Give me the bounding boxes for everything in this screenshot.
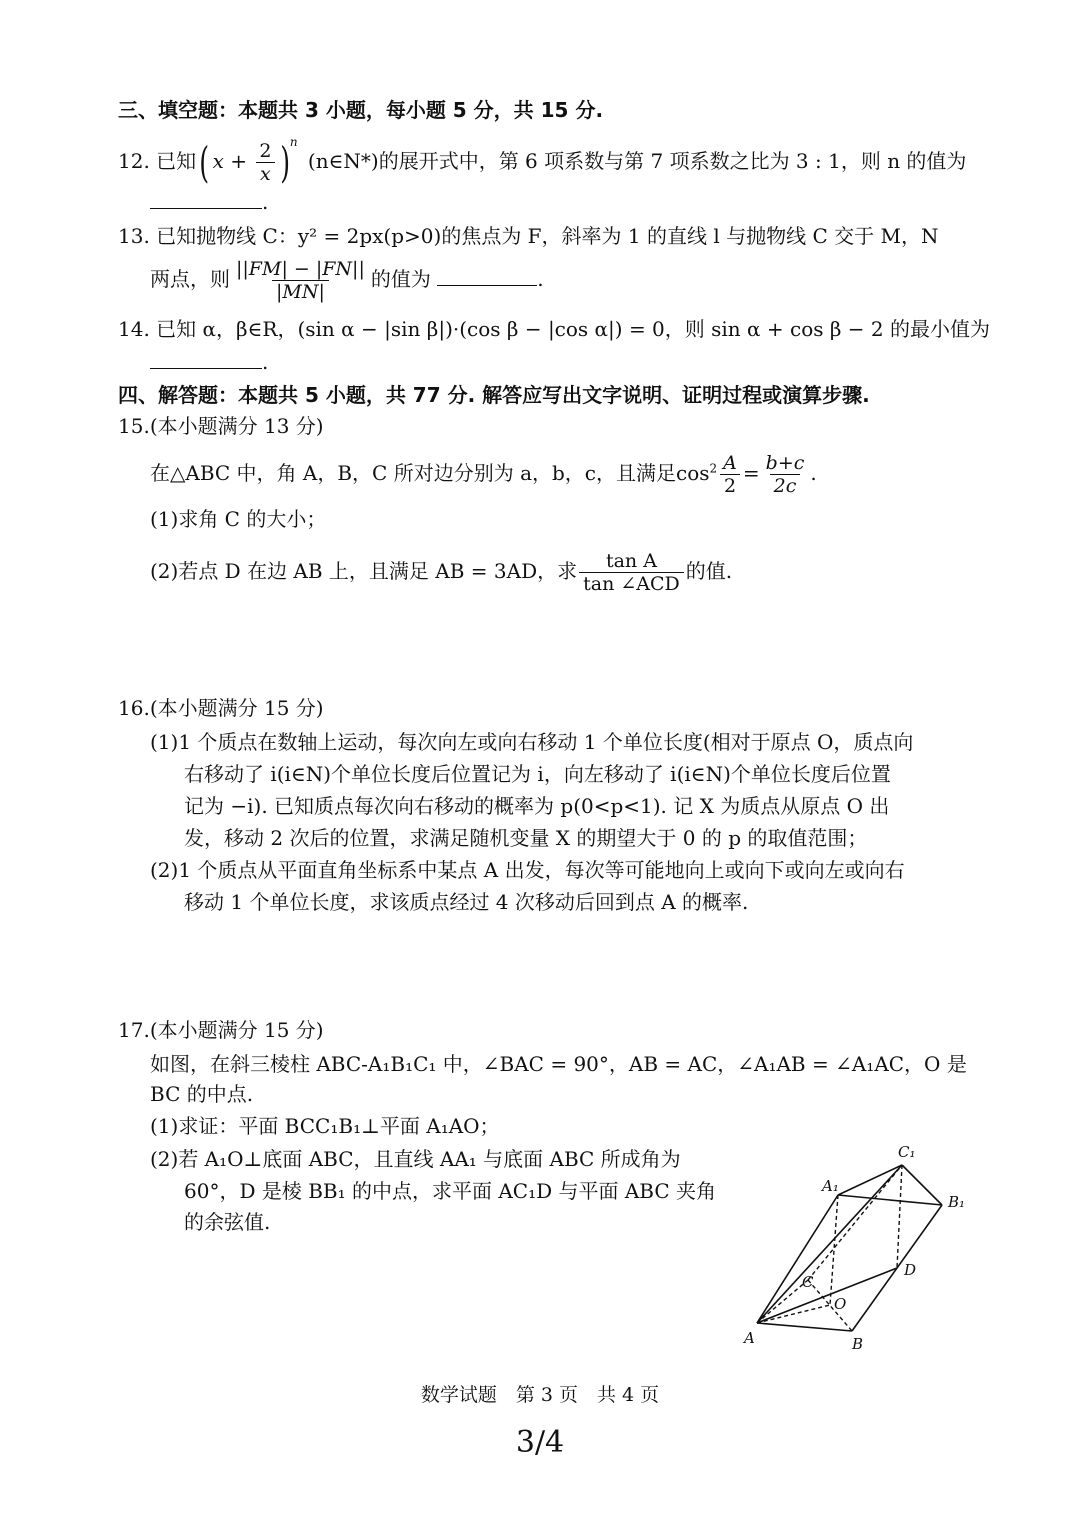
q17-line1: 如图，在斜三棱柱 ABC-A₁B₁C₁ 中，∠BAC = 90°，AB = AC，∠A₁AB = ∠A₁AC，O 是 (150, 1052, 967, 1076)
label-C: C (802, 1273, 814, 1291)
q16-line3: 记为 −i). 已知质点每次向右移动的概率为 p(0<p<1). 记 X 为质点从原点 O 出 (184, 794, 890, 818)
q12-line1 (118, 135, 967, 187)
q14-end: . (262, 350, 269, 374)
q13-text1: 已知抛物线 C：y² = 2px(p>0)的焦点为 F，斜率为 1 的直线 l 与抛物线 C 交于 M，N (156, 224, 939, 248)
q14-answer-blank[interactable] (150, 346, 262, 369)
section4-heading: 四、解答题：本题共 5 小题，共 77 分. 解答应写出文字说明、证明过程或演算步骤. (118, 383, 870, 407)
q15-part2-den: tan ∠ACD (579, 572, 684, 595)
q15-intro-pre: 在△ABC 中，角 A，B，C 所对边分别为 a，b，c，且满足 (150, 461, 676, 485)
q17-number: 17. (118, 1018, 150, 1042)
segment-A1O (830, 1195, 838, 1305)
q17-part2c: 的余弦值. (184, 1210, 271, 1234)
q13-frac-den: |MN| (272, 280, 329, 303)
q15-part2-fraction (579, 550, 684, 595)
q13-answer-blank[interactable] (437, 263, 537, 286)
edge-AB (757, 1323, 852, 1331)
q17-header (118, 1016, 324, 1044)
q13-fraction (232, 258, 369, 303)
label-B1: B₁ (948, 1193, 966, 1211)
q12-frac-den: x (256, 162, 275, 185)
q17-part2a: (2)若 A₁O⊥底面 ABC，且直线 AA₁ 与底面 ABC 所成角为 (150, 1147, 681, 1171)
q12-end: . (262, 190, 269, 214)
q13-frac-num: ||FM| − |FN|| (236, 258, 365, 280)
q15-header (118, 412, 324, 440)
q15-part1: (1)求角 C 的大小； (150, 507, 327, 531)
segment-AD (757, 1268, 897, 1323)
q12-right-paren: ) (280, 137, 291, 187)
label-A: A (744, 1329, 755, 1347)
q16-line1: (1)1 个质点在数轴上运动，每次向左或向右移动 1 个单位长度(相对于原点 O，质点向 (150, 730, 914, 754)
q12-x: x (212, 149, 224, 173)
label-O: O (834, 1295, 847, 1313)
q12-pre: 已知 (156, 149, 197, 173)
q13-end: . (537, 267, 544, 291)
q15-frac-a-num: A (723, 452, 737, 474)
edge-AA1 (757, 1195, 838, 1323)
q16-header (118, 694, 324, 722)
q14-answer-line (150, 346, 268, 376)
segment-C1D (897, 1165, 902, 1268)
edge-C1B1 (902, 1165, 942, 1205)
q15-frac-a (719, 452, 741, 497)
q12-exponent: n (289, 135, 298, 150)
q16-line4: 发，移动 2 次后的位置，求满足随机变量 X 的期望大于 0 的 p 的取值范围； (184, 826, 868, 850)
q13-post2: 的值为 (370, 267, 431, 291)
q15-part2-post: 的值. (685, 559, 733, 583)
q16-line5: (2)1 个质点从平面直角坐标系中某点 A 出发，每次等可能地向上或向下或向左或向右 (150, 858, 905, 882)
q12-frac-num: 2 (259, 140, 272, 162)
q12-left-paren: ( (199, 137, 210, 187)
q16-line6: 移动 1 个单位长度，求该质点经过 4 次移动后回到点 A 的概率. (184, 890, 749, 914)
q15-frac-b-den: 2c (770, 474, 801, 497)
q15-intro (150, 452, 817, 497)
label-C1: C₁ (898, 1143, 916, 1161)
q17-part2b: 60°，D 是棱 BB₁ 的中点，求平面 AC₁D 与平面 ABC 夹角 (184, 1179, 717, 1203)
q14-text1: 已知 α，β∈R，(sin α − |sin β|)·(cos β − |cos α|) = 0，则 sin α + cos β − 2 的最小值为 (156, 317, 990, 341)
q12-plus: + (230, 149, 247, 173)
q16-score: (本小题满分 15 分) (149, 696, 324, 720)
q17-prism-figure (730, 1135, 980, 1360)
q15-cos-exp: 2 (709, 461, 718, 476)
q15-part2 (150, 550, 732, 595)
q16-line2: 右移动了 i(i∈N)个单位长度后位置记为 i，向左移动了 i(i∈N)个单位长度后位置 (184, 762, 891, 786)
q14-line1 (118, 315, 990, 343)
label-D: D (904, 1261, 917, 1279)
q13-line2 (150, 258, 544, 303)
edge-A1C1 (838, 1165, 902, 1195)
q15-part2-num: tan A (605, 550, 657, 572)
q17-line2: BC 的中点. (150, 1082, 254, 1106)
q12-condition: (n∈N*)的展开式中，第 6 项系数与第 7 项系数之比为 3 : 1，则 n 的值为 (307, 149, 967, 173)
q13-number: 13. (118, 224, 150, 248)
q12-number: 12. (118, 149, 150, 173)
q12-fraction (255, 140, 275, 185)
q15-frac-b (762, 452, 809, 497)
q15-score: (本小题满分 13 分) (149, 414, 324, 438)
q15-number: 15. (118, 414, 150, 438)
edge-AC (757, 1280, 808, 1323)
q17-score: (本小题满分 15 分) (149, 1018, 324, 1042)
q14-number: 14. (118, 317, 150, 341)
page-footer: 数学试题 第 3 页 共 4 页 (420, 1384, 660, 1406)
q12-answer-blank[interactable] (150, 186, 262, 209)
label-A1: A₁ (822, 1177, 839, 1195)
edge-A1B1 (838, 1195, 942, 1205)
q13-line1 (118, 222, 938, 250)
q12-answer-line (150, 186, 268, 216)
q17-part1: (1)求证：平面 BCC₁B₁⊥平面 A₁AO； (150, 1114, 500, 1138)
q15-intro-end: . (810, 461, 817, 485)
q15-part2-pre: (2)若点 D 在边 AB 上，且满足 AB = 3AD，求 (150, 559, 578, 583)
q13-pre2: 两点，则 (150, 267, 230, 291)
q15-eq: = (742, 461, 760, 485)
section3-heading: 三、填空题：本题共 3 小题，每小题 5 分，共 15 分. (118, 98, 604, 122)
q15-frac-b-num: b+c (765, 452, 805, 474)
q15-frac-a-den: 2 (720, 474, 740, 497)
q16-number: 16. (118, 696, 150, 720)
page-number: 3/4 (515, 1425, 565, 1460)
q15-cos: cos (676, 461, 710, 485)
label-B: B (852, 1335, 864, 1353)
